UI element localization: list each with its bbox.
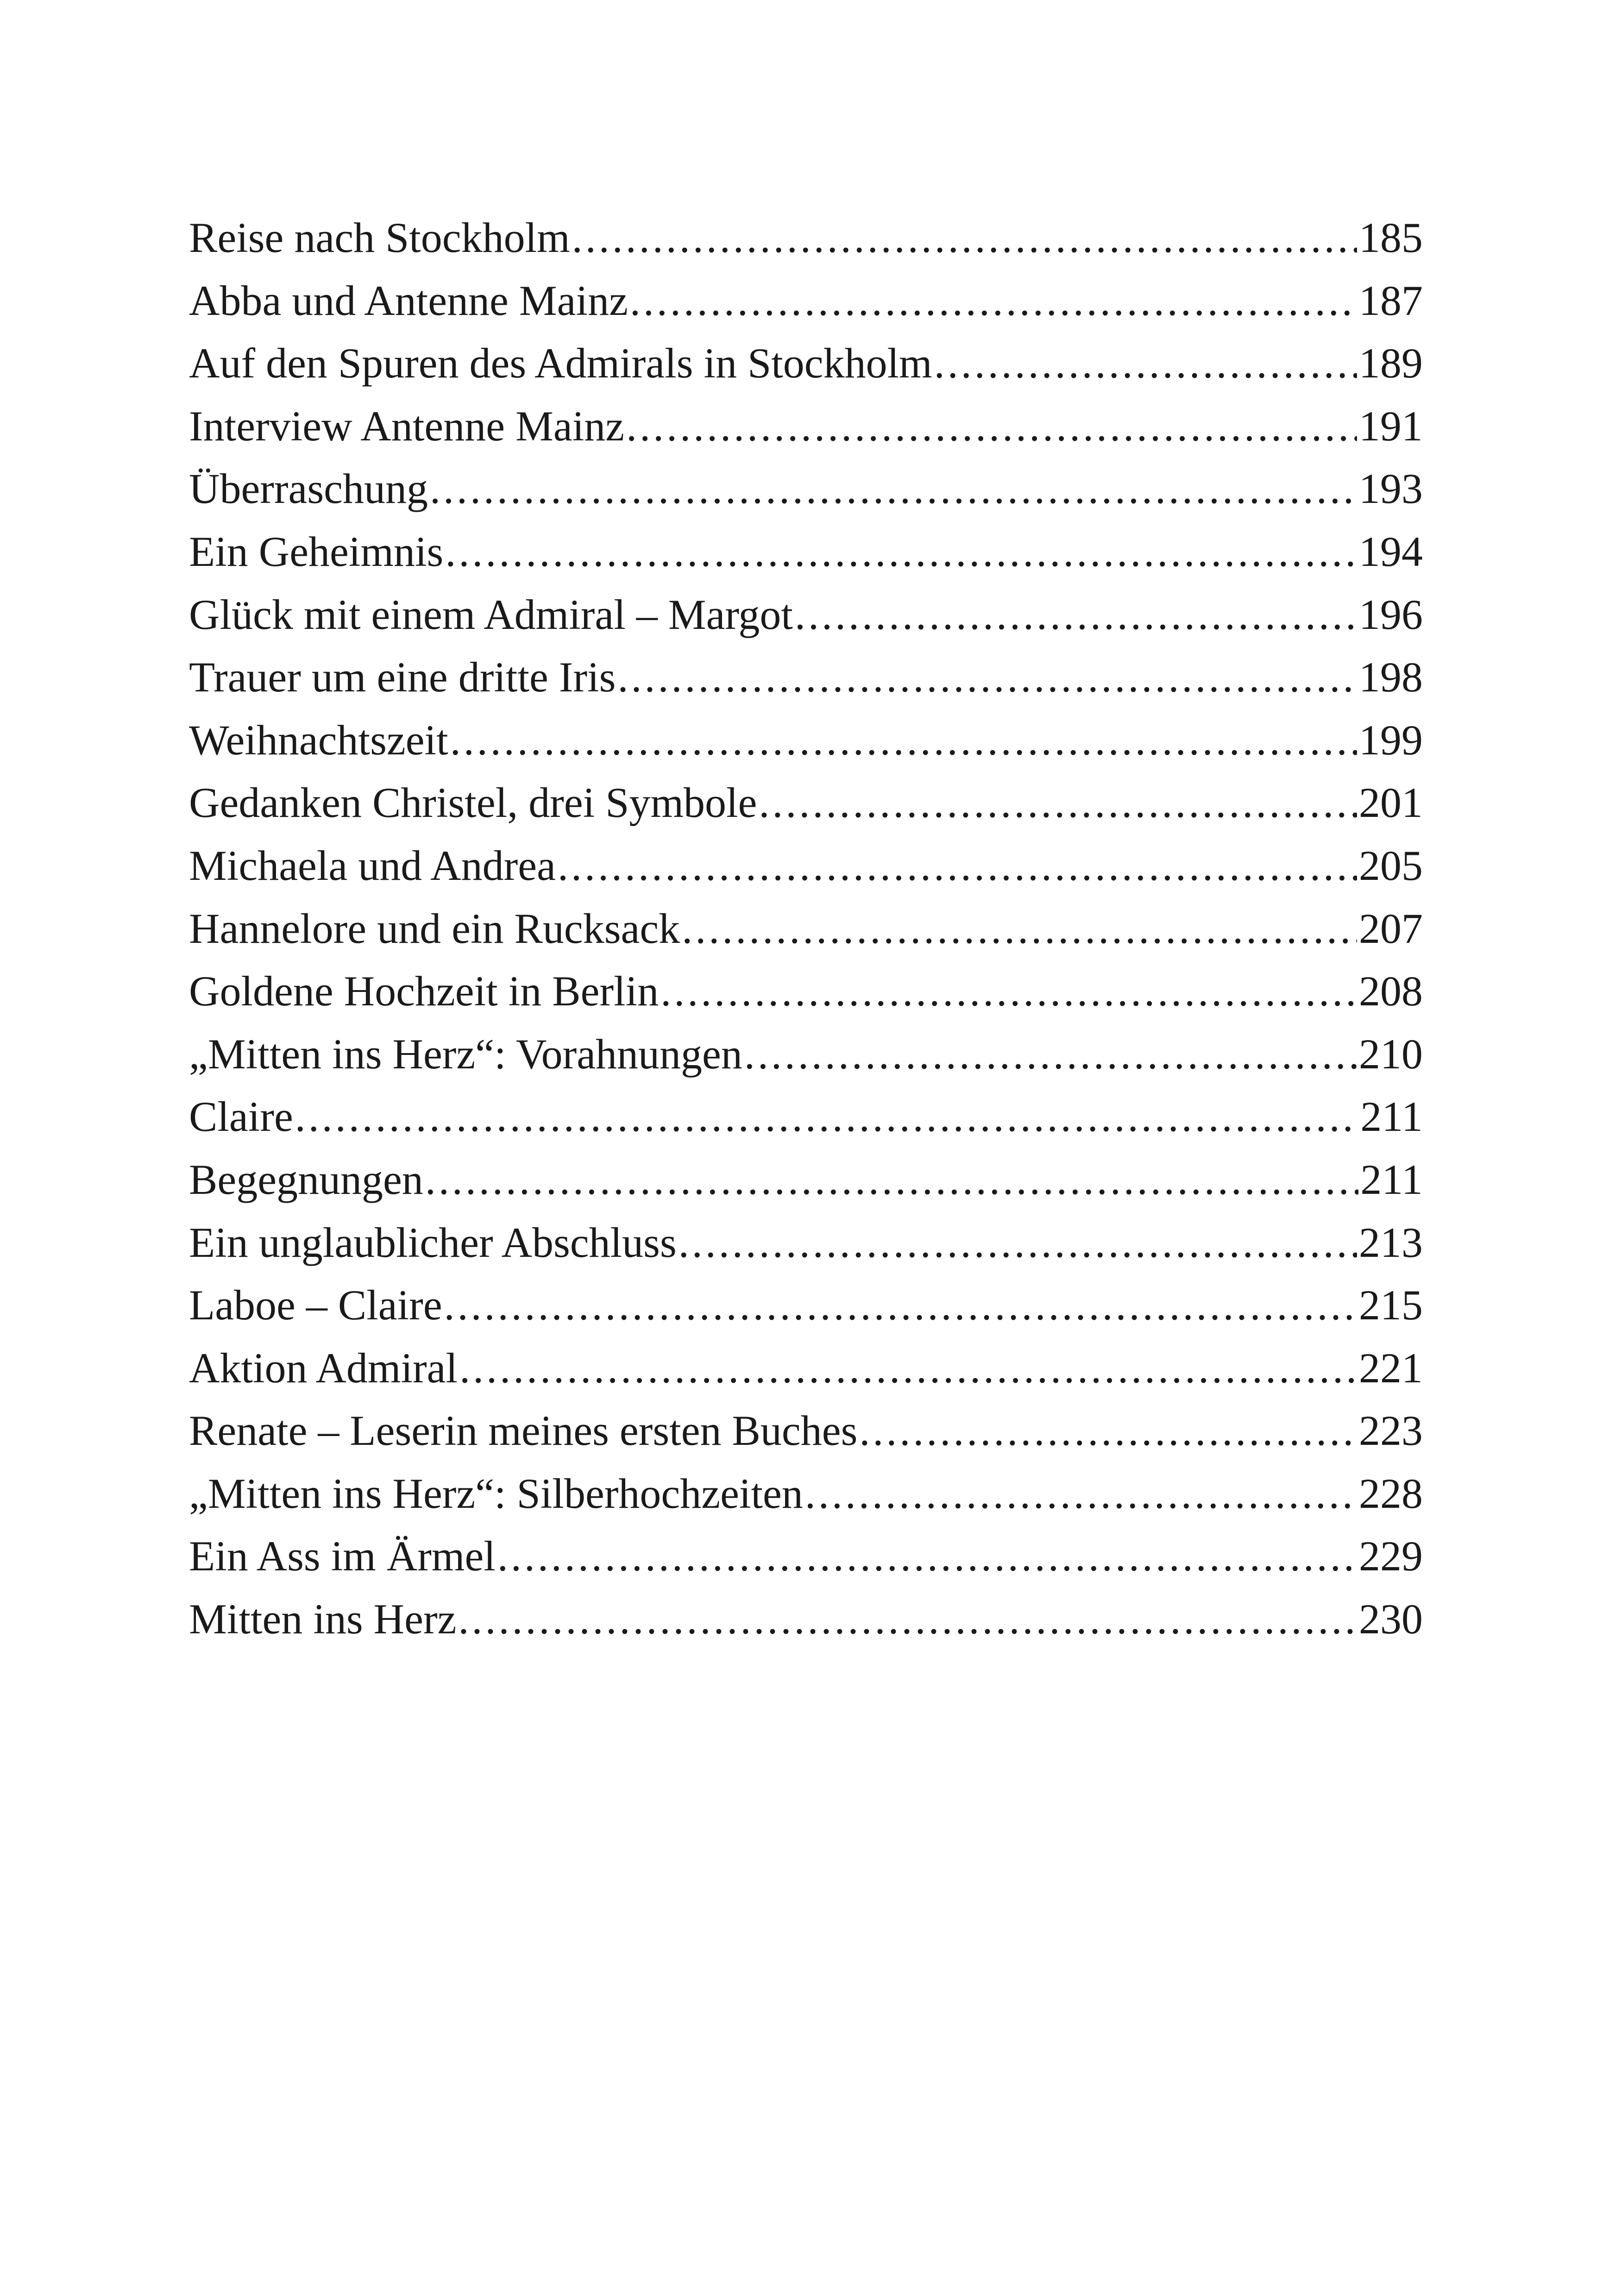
table-of-contents: [189, 207, 1423, 1651]
toc-leader-dots: [445, 521, 1357, 583]
toc-entry-title: Ein unglaublicher Abschluss: [189, 1218, 677, 1266]
toc-entry-page: 223: [1359, 1407, 1423, 1455]
toc-entry-page: 189: [1359, 339, 1423, 387]
toc-leader-dots: [558, 834, 1357, 897]
toc-entry: [189, 960, 1423, 1023]
toc-entry: [189, 1399, 1423, 1462]
toc-entry-title: Trauer um eine dritte Iris: [189, 653, 616, 701]
toc-entry-page: 207: [1359, 904, 1423, 952]
toc-leader-dots: [572, 207, 1357, 270]
toc-entry-page: 210: [1359, 1030, 1423, 1078]
toc-entry: [189, 1337, 1423, 1400]
toc-entry: [189, 332, 1423, 395]
toc-entry-title: Weihnachtszeit: [189, 716, 448, 764]
toc-entry-page: 228: [1359, 1469, 1423, 1517]
toc-leader-dots: [660, 960, 1357, 1023]
toc-leader-dots: [805, 1462, 1357, 1525]
toc-entry-page: 198: [1359, 653, 1423, 701]
toc-entry-page: 211: [1360, 1093, 1423, 1141]
toc-leader-dots: [450, 709, 1357, 772]
toc-entry-title: Ein Ass im Ärmel: [189, 1532, 496, 1580]
toc-entry: [189, 772, 1423, 834]
toc-entry: [189, 1274, 1423, 1337]
toc-entry-title: Auf den Spuren des Admirals in Stockholm: [189, 339, 932, 387]
toc-entry-page: 230: [1359, 1595, 1423, 1643]
toc-entry-title: Mitten ins Herz: [189, 1595, 457, 1643]
toc-entry-title: Abba und Antenne Mainz: [189, 276, 628, 324]
toc-leader-dots: [497, 1525, 1357, 1588]
toc-leader-dots: [859, 1399, 1357, 1462]
toc-entry: [189, 646, 1423, 709]
toc-entry: [189, 897, 1423, 960]
toc-entry: [189, 1588, 1423, 1651]
toc-leader-dots: [458, 1588, 1357, 1651]
toc-entry-page: 201: [1359, 779, 1423, 827]
toc-entry-title: Ein Geheimnis: [189, 527, 444, 575]
toc-entry-page: 205: [1359, 841, 1423, 889]
toc-leader-dots: [679, 1211, 1357, 1274]
toc-entry-page: 221: [1359, 1344, 1423, 1392]
toc-entry: [189, 458, 1423, 521]
toc-entry-title: „Mitten ins Herz“: Vorahnungen: [189, 1030, 742, 1078]
toc-entry-title: Laboe – Claire: [189, 1281, 442, 1329]
toc-leader-dots: [682, 897, 1357, 960]
toc-entry: [189, 395, 1423, 458]
toc-entry-title: Reise nach Stockholm: [189, 214, 570, 261]
toc-entry-page: 213: [1359, 1218, 1423, 1266]
toc-entry: [189, 1462, 1423, 1525]
toc-entry: [189, 270, 1423, 332]
toc-entry-title: Glück mit einem Admiral – Margot: [189, 590, 793, 638]
toc-leader-dots: [759, 772, 1357, 834]
toc-entry-page: 194: [1359, 527, 1423, 575]
toc-entry-title: Gedanken Christel, drei Symbole: [189, 779, 757, 827]
toc-entry-page: 208: [1359, 967, 1423, 1015]
toc-entry: [189, 207, 1423, 270]
toc-entry: [189, 1211, 1423, 1274]
toc-entry: [189, 583, 1423, 646]
toc-leader-dots: [744, 1023, 1357, 1086]
toc-leader-dots: [459, 1337, 1357, 1400]
toc-leader-dots: [795, 583, 1357, 646]
toc-entry-title: Überraschung: [189, 465, 428, 513]
toc-entry-page: 199: [1359, 716, 1423, 764]
toc-entry: [189, 709, 1423, 772]
toc-entry-title: Hannelore und ein Rucksack: [189, 904, 680, 952]
toc-entry-title: „Mitten ins Herz“: Silberhochzeiten: [189, 1469, 803, 1517]
toc-leader-dots: [626, 395, 1357, 458]
toc-entry-page: 229: [1359, 1532, 1423, 1580]
toc-entry-page: 185: [1359, 214, 1423, 261]
toc-leader-dots: [425, 1148, 1359, 1211]
toc-entry-title: Aktion Admiral: [189, 1344, 458, 1392]
toc-entry-title: Claire: [189, 1093, 293, 1141]
toc-leader-dots: [934, 332, 1357, 395]
toc-leader-dots: [430, 458, 1357, 521]
toc-entry: [189, 1148, 1423, 1211]
toc-entry-title: Michaela und Andrea: [189, 841, 556, 889]
toc-entry: [189, 834, 1423, 897]
toc-entry: [189, 1085, 1423, 1148]
toc-leader-dots: [617, 646, 1357, 709]
toc-entry-title: Begegnungen: [189, 1155, 423, 1203]
toc-entry-page: 187: [1359, 276, 1423, 324]
toc-entry-page: 196: [1359, 590, 1423, 638]
toc-entry-page: 215: [1359, 1281, 1423, 1329]
toc-leader-dots: [444, 1274, 1357, 1337]
toc-leader-dots: [630, 270, 1357, 332]
toc-entry: [189, 1525, 1423, 1588]
toc-entry-page: 211: [1360, 1155, 1423, 1203]
toc-entry-page: 191: [1359, 402, 1423, 450]
toc-entry-title: Goldene Hochzeit in Berlin: [189, 967, 659, 1015]
toc-entry-title: Interview Antenne Mainz: [189, 402, 625, 450]
toc-entry: [189, 1023, 1423, 1086]
toc-leader-dots: [295, 1085, 1359, 1148]
toc-entry-title: Renate – Leserin meines ersten Buches: [189, 1407, 858, 1455]
toc-entry-page: 193: [1359, 465, 1423, 513]
toc-entry: [189, 521, 1423, 583]
